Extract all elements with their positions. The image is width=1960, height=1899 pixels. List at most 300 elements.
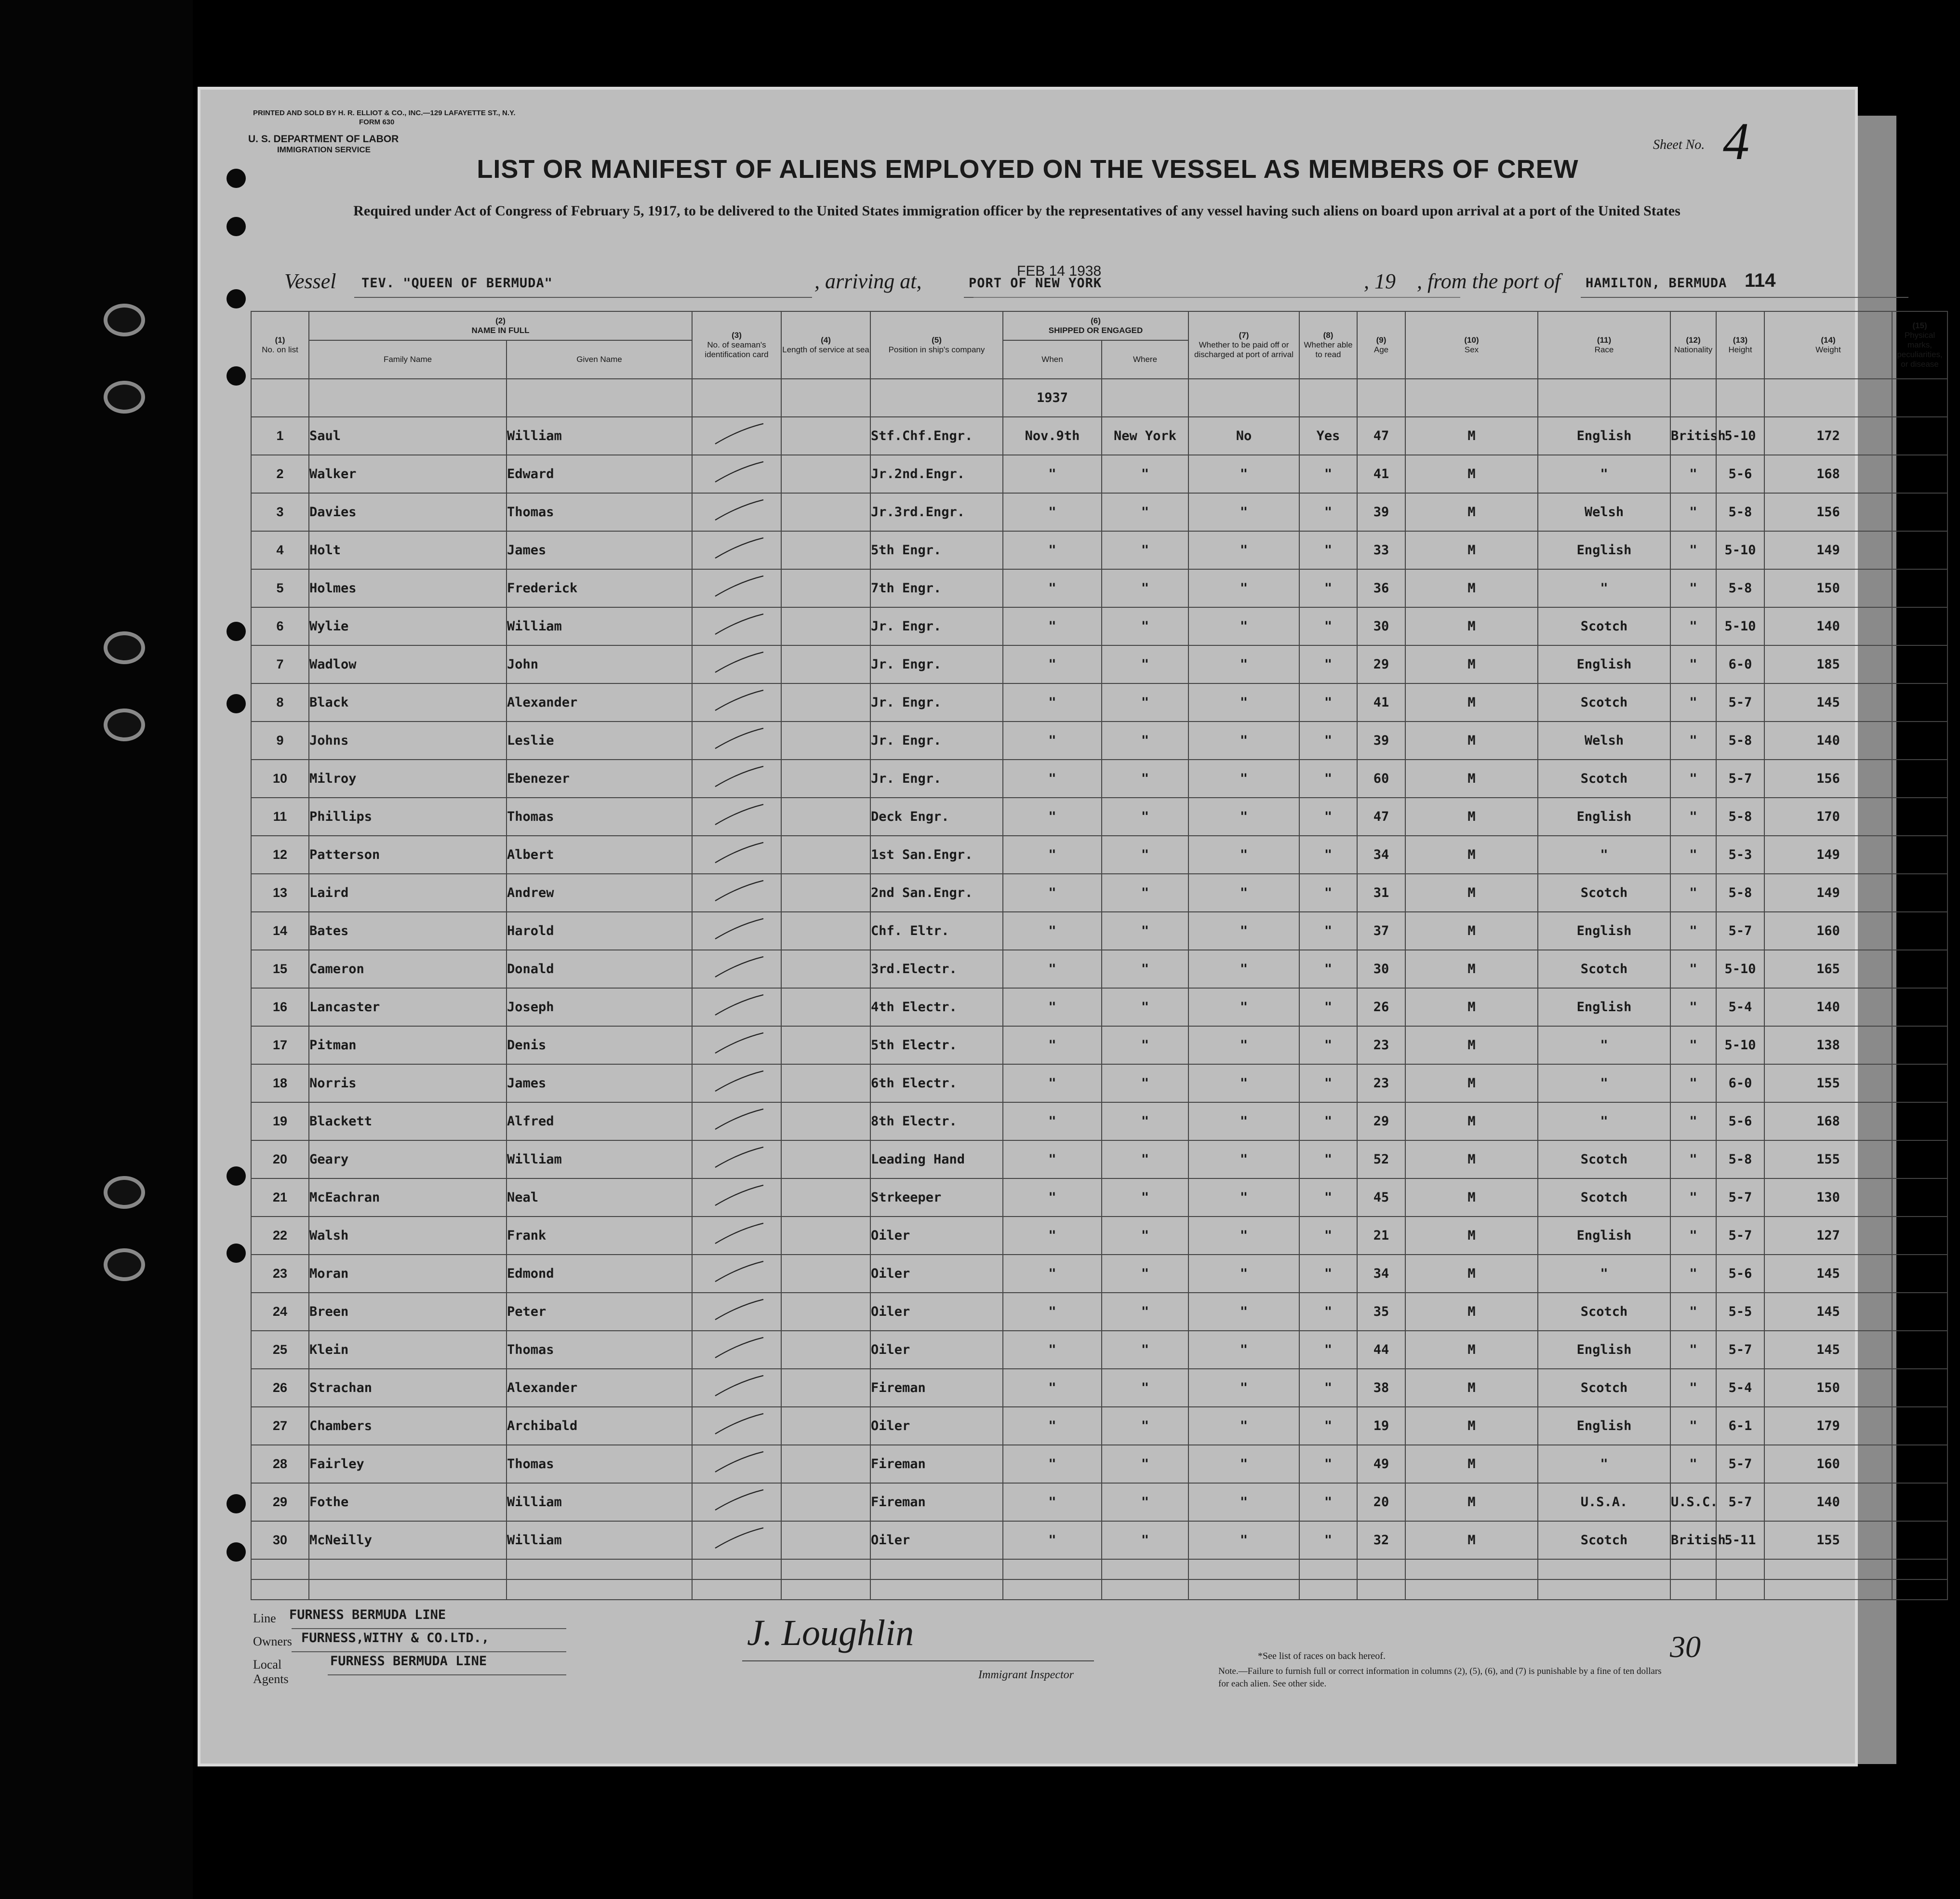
binder-ring [104, 1176, 145, 1209]
sex-cell: M [1405, 912, 1538, 950]
department-name: U. S. DEPARTMENT OF LABOR [248, 134, 399, 145]
family-name-cell: Wadlow [309, 645, 507, 683]
col-name-header: (2) NAME IN FULL [309, 311, 692, 340]
paid-off-cell: " [1188, 531, 1299, 569]
page-subtitle: Required under Act of Congress of February 5, 1917, to be delivered to the United States immigration officer by the representatives of any vessel having such aliens on board upon arrival at a port of the United States [353, 203, 1680, 219]
id-card-slash [701, 458, 773, 487]
id-card-slash [701, 420, 773, 449]
height-cell: 5-8 [1716, 798, 1764, 836]
shipped-where-cell: " [1102, 1445, 1188, 1483]
able-to-read-cell: " [1299, 1445, 1357, 1483]
table-row [251, 417, 1947, 455]
id-card-slash [701, 953, 773, 982]
binder-ring [104, 631, 145, 664]
id-card-cell [692, 417, 781, 455]
family-name-cell: McEachran [309, 1178, 507, 1217]
id-card-cell [692, 569, 781, 607]
col-shipped-header: (6) SHIPPED OR ENGAGED [1003, 311, 1188, 340]
table-row [251, 798, 1947, 836]
id-card-cell [692, 1445, 781, 1483]
row-number-cell: 28 [251, 1445, 309, 1483]
date-stamp: FEB 14 1938 [1017, 263, 1102, 279]
nationality-cell: U.S.C. [1670, 1483, 1716, 1521]
able-to-read-cell: " [1299, 1369, 1357, 1407]
position-cell: Jr. Engr. [870, 722, 1003, 760]
paid-off-cell: " [1188, 1483, 1299, 1521]
height-cell: 5-8 [1716, 722, 1764, 760]
table-row [251, 645, 1947, 683]
id-card-slash [701, 572, 773, 601]
weight-cell: 155 [1764, 1140, 1892, 1178]
race-cell: English [1538, 1407, 1670, 1445]
table-row [251, 1217, 1947, 1255]
row-number-cell: 8 [251, 683, 309, 722]
col-given-name-header: Given Name [507, 340, 692, 379]
id-card-slash [701, 1296, 773, 1324]
shipped-where-cell: " [1102, 1483, 1188, 1521]
shipped-when-cell: " [1003, 1217, 1102, 1255]
id-card-slash [701, 1105, 773, 1134]
nationality-cell: " [1670, 988, 1716, 1026]
family-name-cell: Blackett [309, 1102, 507, 1140]
race-cell: Scotch [1538, 1178, 1670, 1217]
family-name-cell: Black [309, 683, 507, 722]
table-row [251, 722, 1947, 760]
family-name-cell: Bates [309, 912, 507, 950]
nationality-cell: " [1670, 531, 1716, 569]
sex-cell: M [1405, 988, 1538, 1026]
given-name-cell: Frederick [507, 569, 692, 607]
family-name-cell: Holmes [309, 569, 507, 607]
shipped-where-cell: " [1102, 1331, 1188, 1369]
row-number-cell: 1 [251, 417, 309, 455]
row-number-cell: 21 [251, 1178, 309, 1217]
height-cell: 5-6 [1716, 455, 1764, 493]
sex-cell: M [1405, 1102, 1538, 1140]
given-name-cell: Albert [507, 836, 692, 874]
paid-off-cell: " [1188, 1255, 1299, 1293]
given-name-cell: Leslie [507, 722, 692, 760]
paid-off-cell: " [1188, 1407, 1299, 1445]
age-cell: 35 [1357, 1293, 1405, 1331]
service-length-cell [781, 950, 870, 988]
race-cell: Scotch [1538, 1521, 1670, 1559]
age-cell: 37 [1357, 912, 1405, 950]
sex-cell: M [1405, 1064, 1538, 1102]
service-length-cell [781, 874, 870, 912]
physical-marks-cell [1892, 607, 1947, 645]
family-name-cell: Strachan [309, 1369, 507, 1407]
shipped-where-cell: " [1102, 836, 1188, 874]
table-row [251, 683, 1947, 722]
position-cell: Deck Engr. [870, 798, 1003, 836]
family-name-cell: Cameron [309, 950, 507, 988]
col-where-header: Where [1102, 340, 1188, 379]
race-cell: Welsh [1538, 722, 1670, 760]
form-number: FORM 630 [359, 118, 395, 126]
race-cell: " [1538, 1026, 1670, 1064]
physical-marks-cell [1892, 1102, 1947, 1140]
able-to-read-cell: Yes [1299, 417, 1357, 455]
id-card-slash [701, 991, 773, 1020]
able-to-read-cell: " [1299, 683, 1357, 722]
able-to-read-cell: " [1299, 531, 1357, 569]
shipped-where-cell: " [1102, 1255, 1188, 1293]
id-card-slash [701, 1448, 773, 1477]
id-card-cell [692, 683, 781, 722]
service-length-cell [781, 798, 870, 836]
shipped-when-cell: Nov.9th [1003, 417, 1102, 455]
age-cell: 23 [1357, 1026, 1405, 1064]
physical-marks-cell [1892, 836, 1947, 874]
physical-marks-cell [1892, 683, 1947, 722]
sex-cell: M [1405, 569, 1538, 607]
id-card-slash [701, 1067, 773, 1096]
physical-marks-cell [1892, 1293, 1947, 1331]
shipped-where-cell: " [1102, 988, 1188, 1026]
physical-marks-cell [1892, 1064, 1947, 1102]
id-card-cell [692, 1102, 781, 1140]
physical-marks-cell [1892, 1407, 1947, 1445]
sex-cell: M [1405, 645, 1538, 683]
paid-off-cell: " [1188, 1521, 1299, 1559]
sex-cell: M [1405, 1483, 1538, 1521]
service-length-cell [781, 1102, 870, 1140]
row-number-cell: 4 [251, 531, 309, 569]
binder-ring [104, 381, 145, 414]
shipped-when-cell: " [1003, 874, 1102, 912]
position-cell: Oiler [870, 1521, 1003, 1559]
service-length-cell [781, 1140, 870, 1178]
weight-cell: 149 [1764, 874, 1892, 912]
binder-ring [104, 1248, 145, 1281]
vessel-value: TEV. "QUEEN OF BERMUDA" [361, 276, 553, 291]
height-cell: 5-10 [1716, 1026, 1764, 1064]
given-name-cell: William [507, 1483, 692, 1521]
shipped-where-cell: " [1102, 455, 1188, 493]
able-to-read-cell: " [1299, 1217, 1357, 1255]
shipped-when-cell: " [1003, 645, 1102, 683]
weight-cell: 155 [1764, 1521, 1892, 1559]
physical-marks-cell [1892, 1217, 1947, 1255]
height-cell: 5-6 [1716, 1102, 1764, 1140]
id-card-cell [692, 722, 781, 760]
height-cell: 6-0 [1716, 1064, 1764, 1102]
row-number-cell: 14 [251, 912, 309, 950]
service-length-cell [781, 912, 870, 950]
weight-cell: 145 [1764, 1255, 1892, 1293]
given-name-cell: Andrew [507, 874, 692, 912]
given-name-cell: Thomas [507, 1445, 692, 1483]
height-cell: 5-3 [1716, 836, 1764, 874]
binder-edge [0, 0, 193, 1899]
penalty-note: Note.—Failure to furnish full or correct information in columns (2), (5), (6), and (7) is punishable by a fine of ten dollars for each alien. See other side. [1218, 1666, 1662, 1689]
punch-hole [227, 1166, 246, 1186]
service-length-cell [781, 760, 870, 798]
id-card-slash [701, 1524, 773, 1553]
id-card-slash [701, 1181, 773, 1210]
col-sex-header: (10) Sex [1405, 311, 1538, 379]
service-length-cell [781, 1483, 870, 1521]
sex-cell: M [1405, 1255, 1538, 1293]
service-length-cell [781, 1331, 870, 1369]
nationality-cell: " [1670, 1102, 1716, 1140]
age-cell: 38 [1357, 1369, 1405, 1407]
position-cell: Oiler [870, 1293, 1003, 1331]
height-cell: 5-7 [1716, 912, 1764, 950]
physical-marks-cell [1892, 988, 1947, 1026]
shipped-where-cell: " [1102, 1293, 1188, 1331]
weight-cell: 140 [1764, 607, 1892, 645]
punch-hole [227, 366, 246, 386]
id-card-cell [692, 1369, 781, 1407]
height-cell: 5-7 [1716, 683, 1764, 722]
position-cell: Strkeeper [870, 1178, 1003, 1217]
id-card-slash [701, 686, 773, 715]
row-number-cell: 24 [251, 1293, 309, 1331]
punch-hole [227, 694, 246, 713]
table-row [251, 1483, 1947, 1521]
race-cell: Scotch [1538, 874, 1670, 912]
race-cell: Scotch [1538, 760, 1670, 798]
empty-row [251, 1559, 1947, 1579]
id-card-slash [701, 877, 773, 906]
height-cell: 5-7 [1716, 1217, 1764, 1255]
race-cell: English [1538, 1217, 1670, 1255]
paid-off-cell: " [1188, 1064, 1299, 1102]
id-card-slash [701, 801, 773, 829]
race-cell: " [1538, 1255, 1670, 1293]
col-service-header: (4) Length of service at sea [781, 311, 870, 379]
binder-ring [104, 304, 145, 336]
age-cell: 36 [1357, 569, 1405, 607]
id-card-slash [701, 648, 773, 677]
id-card-slash [701, 1029, 773, 1058]
physical-marks-cell [1892, 722, 1947, 760]
able-to-read-cell: " [1299, 455, 1357, 493]
id-card-slash [701, 1486, 773, 1515]
weight-cell: 140 [1764, 1483, 1892, 1521]
table-row [251, 493, 1947, 531]
given-name-cell: William [507, 607, 692, 645]
row-number-cell: 22 [251, 1217, 309, 1255]
age-cell: 60 [1357, 760, 1405, 798]
age-cell: 47 [1357, 798, 1405, 836]
row-number-cell: 10 [251, 760, 309, 798]
height-cell: 5-8 [1716, 874, 1764, 912]
weight-cell: 150 [1764, 1369, 1892, 1407]
table-row [251, 1255, 1947, 1293]
able-to-read-cell: " [1299, 493, 1357, 531]
shipped-where-cell: New York [1102, 417, 1188, 455]
service-length-cell [781, 1407, 870, 1445]
col-race-header: (11) Race [1538, 311, 1670, 379]
service-length-cell [781, 836, 870, 874]
height-cell: 5-7 [1716, 1445, 1764, 1483]
service-length-cell [781, 683, 870, 722]
col-read-header: (8) Whether able to read [1299, 311, 1357, 379]
height-cell: 5-7 [1716, 1483, 1764, 1521]
table-row [251, 950, 1947, 988]
id-card-cell [692, 493, 781, 531]
id-card-slash [701, 1143, 773, 1172]
position-cell: Leading Hand [870, 1140, 1003, 1178]
age-cell: 33 [1357, 531, 1405, 569]
nationality-cell: " [1670, 836, 1716, 874]
given-name-cell: Archibald [507, 1407, 692, 1445]
paid-off-cell: " [1188, 1178, 1299, 1217]
id-card-cell [692, 798, 781, 836]
race-cell: English [1538, 988, 1670, 1026]
height-cell: 5-10 [1716, 607, 1764, 645]
physical-marks-cell [1892, 798, 1947, 836]
year-note: 1937 [1003, 379, 1102, 417]
family-name-cell: Moran [309, 1255, 507, 1293]
shipped-where-cell: " [1102, 493, 1188, 531]
nationality-cell: " [1670, 1178, 1716, 1217]
height-cell: 5-11 [1716, 1521, 1764, 1559]
row-number-cell: 12 [251, 836, 309, 874]
service-length-cell [781, 722, 870, 760]
table-row [251, 1293, 1947, 1331]
age-cell: 52 [1357, 1140, 1405, 1178]
paid-off-cell: " [1188, 1293, 1299, 1331]
able-to-read-cell: " [1299, 722, 1357, 760]
race-cell: " [1538, 1102, 1670, 1140]
row-number-cell: 29 [251, 1483, 309, 1521]
able-to-read-cell: " [1299, 1140, 1357, 1178]
table-row [251, 607, 1947, 645]
physical-marks-cell [1892, 1369, 1947, 1407]
id-card-cell [692, 455, 781, 493]
sex-cell: M [1405, 1407, 1538, 1445]
weight-cell: 168 [1764, 1102, 1892, 1140]
weight-cell: 156 [1764, 760, 1892, 798]
given-name-cell: Peter [507, 1293, 692, 1331]
sex-cell: M [1405, 722, 1538, 760]
physical-marks-cell [1892, 1178, 1947, 1217]
id-card-cell [692, 1521, 781, 1559]
position-cell: Stf.Chf.Engr. [870, 417, 1003, 455]
given-name-cell: Alfred [507, 1102, 692, 1140]
race-cell: " [1538, 569, 1670, 607]
row-number-cell: 20 [251, 1140, 309, 1178]
given-name-cell: Donald [507, 950, 692, 988]
nationality-cell: " [1670, 1140, 1716, 1178]
nationality-cell: British [1670, 417, 1716, 455]
table-row [251, 836, 1947, 874]
age-cell: 19 [1357, 1407, 1405, 1445]
nationality-cell: " [1670, 950, 1716, 988]
id-card-cell [692, 1293, 781, 1331]
row-number-cell: 15 [251, 950, 309, 988]
given-name-cell: William [507, 1140, 692, 1178]
service-length-cell [781, 988, 870, 1026]
id-card-cell [692, 1178, 781, 1217]
shipped-where-cell: " [1102, 1026, 1188, 1064]
sex-cell: M [1405, 760, 1538, 798]
shipped-where-cell: " [1102, 1407, 1188, 1445]
race-cell: Scotch [1538, 1140, 1670, 1178]
given-name-cell: James [507, 531, 692, 569]
position-cell: 7th Engr. [870, 569, 1003, 607]
id-card-slash [701, 1410, 773, 1439]
given-name-cell: Alexander [507, 683, 692, 722]
paid-off-cell: " [1188, 950, 1299, 988]
id-card-slash [701, 1257, 773, 1286]
given-name-cell: Thomas [507, 1331, 692, 1369]
row-number-cell: 17 [251, 1026, 309, 1064]
empty-row [251, 1579, 1947, 1600]
age-cell: 32 [1357, 1521, 1405, 1559]
weight-cell: 185 [1764, 645, 1892, 683]
col-marks-header: (15) Physical marks, peculiarities, or disease [1892, 311, 1947, 379]
from-label: , from the port of [1417, 269, 1560, 293]
weight-cell: 130 [1764, 1178, 1892, 1217]
shipped-where-cell: " [1102, 1064, 1188, 1102]
age-cell: 45 [1357, 1178, 1405, 1217]
owners-value: FURNESS,WITHY & CO.LTD., [301, 1631, 490, 1645]
physical-marks-cell [1892, 531, 1947, 569]
weight-cell: 149 [1764, 531, 1892, 569]
service-length-cell [781, 1064, 870, 1102]
physical-marks-cell [1892, 874, 1947, 912]
physical-marks-cell [1892, 950, 1947, 988]
age-cell: 23 [1357, 1064, 1405, 1102]
race-cell: Scotch [1538, 950, 1670, 988]
family-name-cell: Laird [309, 874, 507, 912]
paid-off-cell: " [1188, 1140, 1299, 1178]
service-length-cell [781, 1369, 870, 1407]
height-cell: 5-4 [1716, 1369, 1764, 1407]
col-paid-off-header: (7) Whether to be paid off or discharged at port of arrival [1188, 311, 1299, 379]
shipped-when-cell: " [1003, 798, 1102, 836]
nationality-cell: " [1670, 645, 1716, 683]
shipped-where-cell: " [1102, 1102, 1188, 1140]
race-cell: Welsh [1538, 493, 1670, 531]
id-card-slash [701, 762, 773, 791]
physical-marks-cell [1892, 1331, 1947, 1369]
nationality-cell: " [1670, 1217, 1716, 1255]
race-cell: " [1538, 1064, 1670, 1102]
shipped-when-cell: " [1003, 1064, 1102, 1102]
shipped-when-cell: " [1003, 1026, 1102, 1064]
family-name-cell: Milroy [309, 760, 507, 798]
physical-marks-cell [1892, 760, 1947, 798]
department [248, 134, 399, 155]
shipped-when-cell: " [1003, 493, 1102, 531]
nationality-cell: " [1670, 798, 1716, 836]
position-cell: Oiler [870, 1407, 1003, 1445]
nationality-cell: " [1670, 1255, 1716, 1293]
family-name-cell: Pitman [309, 1026, 507, 1064]
shipped-when-cell: " [1003, 531, 1102, 569]
id-card-cell [692, 1255, 781, 1293]
age-cell: 31 [1357, 874, 1405, 912]
row-number-cell: 26 [251, 1369, 309, 1407]
shipped-when-cell: " [1003, 1369, 1102, 1407]
position-cell: Jr. Engr. [870, 645, 1003, 683]
family-name-cell: Holt [309, 531, 507, 569]
position-cell: 5th Engr. [870, 531, 1003, 569]
age-cell: 30 [1357, 950, 1405, 988]
race-cell: English [1538, 1331, 1670, 1369]
able-to-read-cell: " [1299, 569, 1357, 607]
shipped-where-cell: " [1102, 1140, 1188, 1178]
shipped-when-cell: " [1003, 836, 1102, 874]
year-label: , 19 [1364, 269, 1396, 293]
nationality-cell: " [1670, 569, 1716, 607]
